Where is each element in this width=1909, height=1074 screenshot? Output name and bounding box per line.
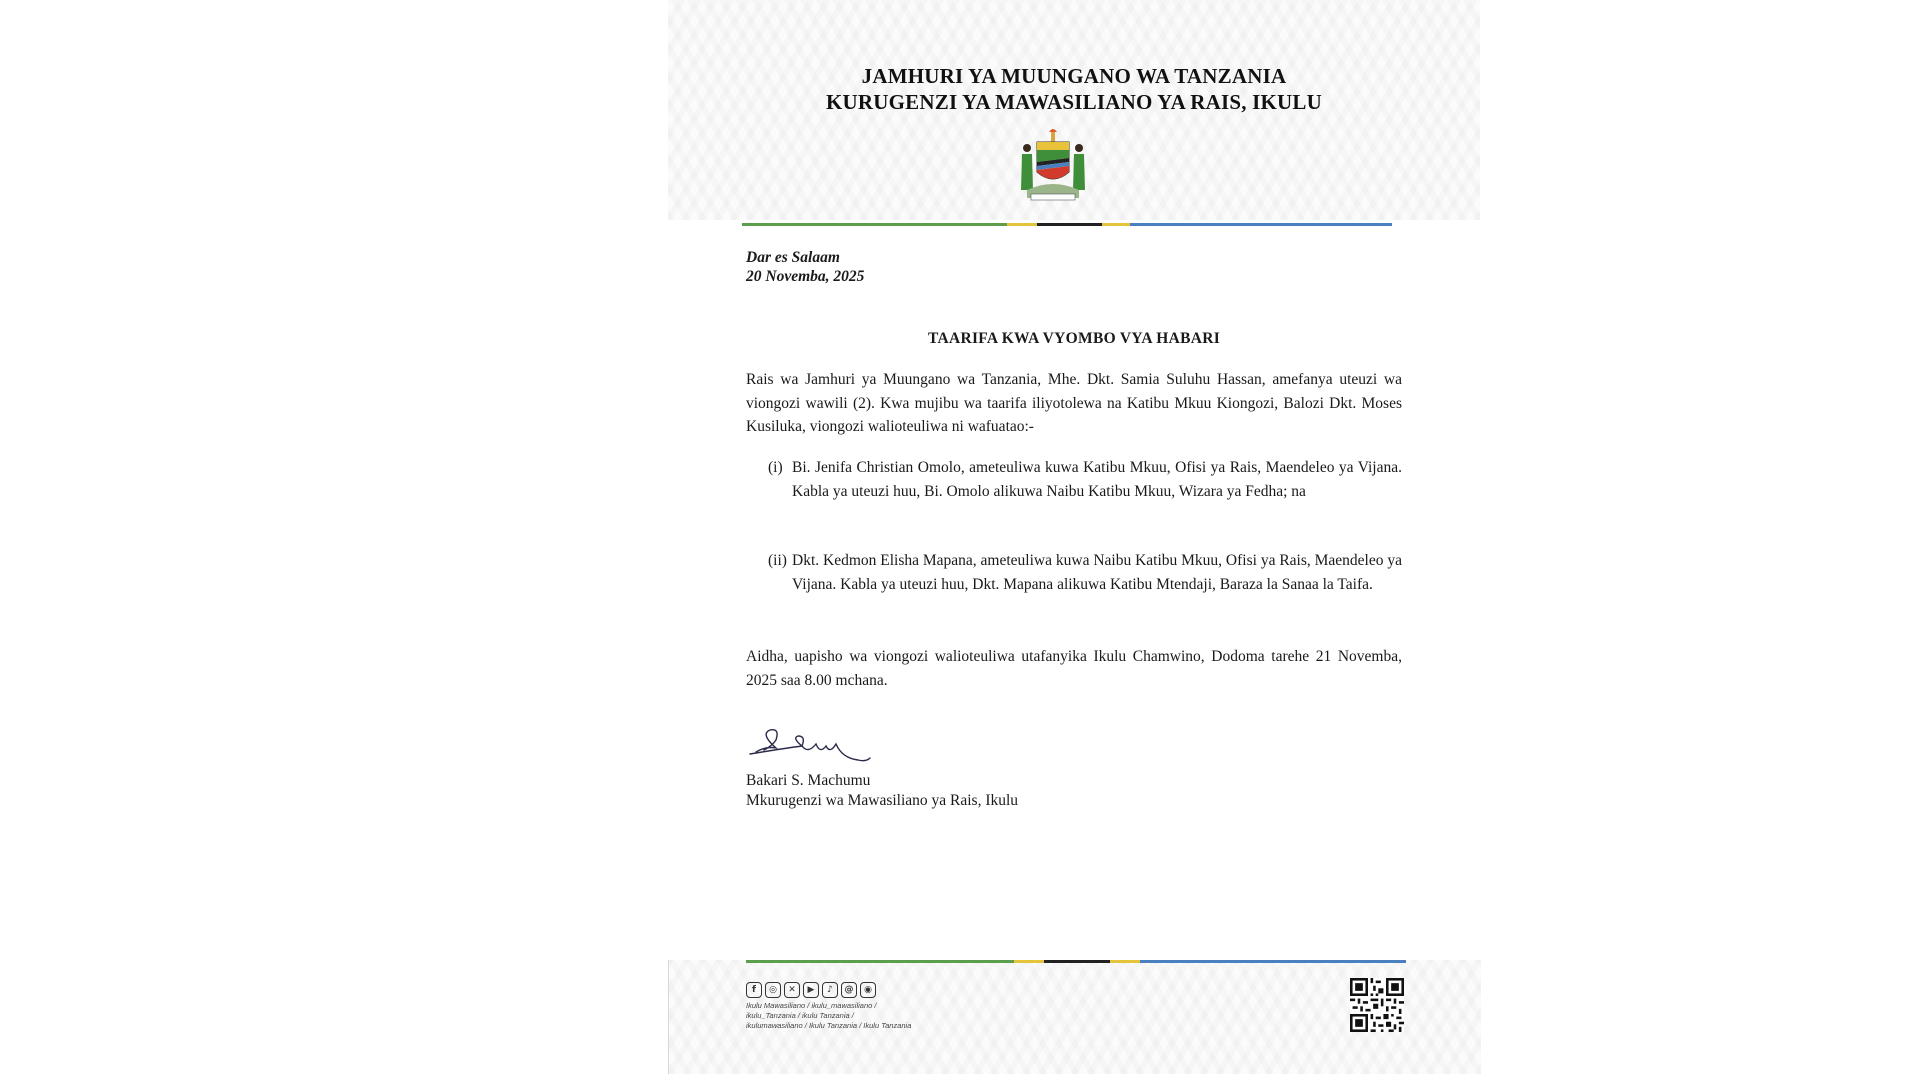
signer-name: Bakari S. Machumu (746, 772, 871, 789)
directorate-heading: KURUGENZI YA MAWASILIANO YA RAIS, IKULU (826, 90, 1322, 114)
signer-position: Mkurugenzi wa Mawasiliano ya Rais, Ikulu (746, 792, 1019, 809)
handles-line: Ikulu Mawasiliano / ikulu_mawasiliano / (746, 1001, 877, 1010)
divider-yellow (1007, 223, 1037, 226)
social-icons (746, 982, 876, 998)
divider-yellow (1110, 960, 1140, 963)
divider-green (746, 960, 1014, 963)
handwritten-signature (746, 724, 876, 768)
qr-code-icon[interactable] (1350, 978, 1404, 1032)
press-release-page (668, 0, 1480, 1074)
handles-line: ikulumawasiliano / Ikulu Tanzania / Ikulu Tanzania (746, 1021, 912, 1030)
divider-yellow (1014, 960, 1044, 963)
item-text: Dkt. Kedmon Elisha Mapana, ameteuliwa kuwa Naibu Katibu Mkuu, Ofisi ya Rais, Maendeleo ya Vijana. Kabla ya uteuzi huu, Dkt. Mapana alikuwa Katibu Mtendaji, Baraza la Sanaa la Taifa. (792, 552, 1402, 593)
divider-black (1044, 960, 1110, 963)
handles-line: ikulu_Tanzania / ikulu Tanzania / (746, 1011, 854, 1020)
top-flag-divider (742, 223, 1392, 226)
divider-blue (1130, 223, 1392, 226)
facebook-icon[interactable]: f (746, 982, 762, 998)
divider-green (742, 223, 1007, 226)
x-icon[interactable]: ✕ (784, 982, 800, 998)
item-number: (i) (768, 459, 783, 476)
youtube-icon[interactable]: ▶ (803, 982, 819, 998)
tiktok-icon[interactable]: ♪ (822, 982, 838, 998)
republic-heading: JAMHURI YA MUUNGANO WA TANZANIA (861, 64, 1287, 88)
dateline-place: Dar es Salaam (746, 249, 840, 266)
social-handles (746, 1001, 911, 1031)
appointment-item (768, 456, 1402, 503)
item-number: (ii) (768, 552, 787, 569)
divider-yellow (1102, 223, 1130, 226)
bottom-flag-divider (746, 960, 1406, 963)
coat-of-arms-icon (1013, 128, 1093, 204)
intro-paragraph: Rais wa Jamhuri ya Muungano wa Tanzania, Mhe. Dkt. Samia Suluhu Hassan, amefanya uteuzi wa viongozi wawili (2). Kwa mujibu wa taarifa iliyotolewa na Katibu Mkuu Kiongozi, Balozi Dkt. Moses Kusiluka, viongozi walioteuliwa ni wafuatao:- (746, 371, 1402, 435)
divider-black (1037, 223, 1102, 226)
instagram-icon[interactable]: ◎ (765, 982, 781, 998)
divider-blue (1140, 960, 1406, 963)
closing-paragraph: Aidha, uapisho wa viongozi walioteuliwa utafanyika Ikulu Chamwino, Dodoma tarehe 21 Novemba, 2025 saa 8.00 mchana. (746, 648, 1402, 689)
threads-icon[interactable]: @ (841, 982, 857, 998)
dateline-date: 20 Novemba, 2025 (746, 268, 865, 285)
press-release-title: TAARIFA KWA VYOMBO VYA HABARI (927, 330, 1221, 347)
item-text: Bi. Jenifa Christian Omolo, ameteuliwa kuwa Katibu Mkuu, Ofisi ya Rais, Maendeleo ya Vijana. Kabla ya uteuzi huu, Bi. Omolo alikuwa Naibu Katibu Mkuu, Wizara ya Fedha; na (792, 459, 1402, 500)
podcast-icon[interactable]: ◉ (860, 982, 876, 998)
appointment-item (768, 549, 1402, 596)
